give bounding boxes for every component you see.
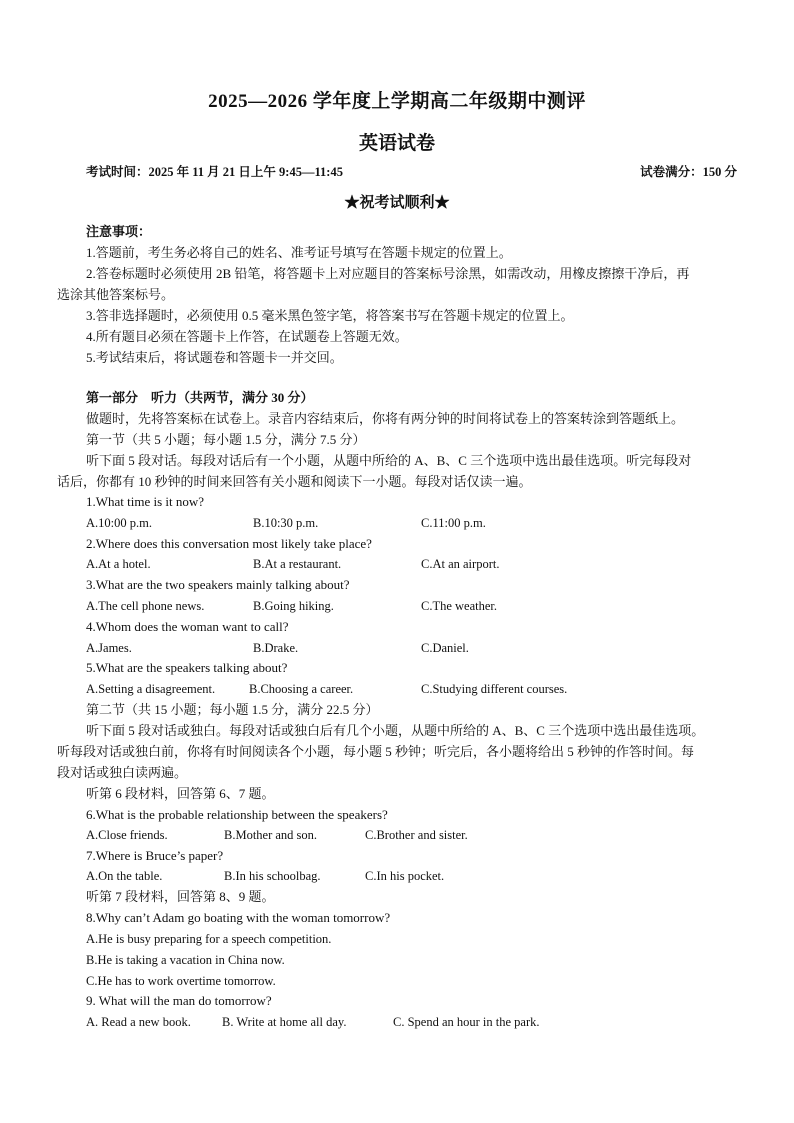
q5-option-b: B.Choosing a career. xyxy=(249,682,354,696)
question-4: 4.Whom does the woman want to call? xyxy=(86,619,289,634)
note-5: 5.考试结束后，将试题卷和答题卡一并交回。 xyxy=(86,350,343,365)
q7-option-b: B.In his schoolbag. xyxy=(224,869,321,883)
notes-heading: 注意事项： xyxy=(86,224,152,239)
q2-option-a: A.At a hotel. xyxy=(86,557,151,571)
q4-option-c: C.Daniel. xyxy=(421,641,469,655)
note-2-line-1: 2.答卷标题时必须使用 2B 铅笔，将答题卡上对应题目的答案标号涂黑，如需改动，用橡皮擦擦干净后，再 xyxy=(86,266,690,281)
material-7-note: 听第 7 段材料，回答第 8、9 题。 xyxy=(86,889,275,904)
part1-heading: 第一部分 听力（共两节，满分 30 分） xyxy=(86,390,314,405)
q2-option-c: C.At an airport. xyxy=(421,557,500,571)
question-5: 5.What are the speakers talking about? xyxy=(86,660,288,675)
question-9: 9. What will the man do tomorrow? xyxy=(86,993,272,1008)
q4-option-b: B.Drake. xyxy=(253,641,299,655)
q6-option-a: A.Close friends. xyxy=(86,828,168,842)
material-6-note: 听第 6 段材料，回答第 6、7 题。 xyxy=(86,786,275,801)
q3-option-c: C.The weather. xyxy=(421,599,498,613)
note-2-line-2: 选涂其他答案标号。 xyxy=(57,287,175,302)
question-6: 6.What is the probable relationship between the speakers? xyxy=(86,807,388,822)
q8-option-a: A.He is busy preparing for a speech competition. xyxy=(86,932,332,946)
note-1: 1.答题前，考生务必将自己的姓名、准考证号填写在答题卡规定的位置上。 xyxy=(86,245,512,260)
section2-instructions-2: 听每段对话或独白前，你将有时间阅读各个小题，每小题 5 秒钟；听完后，各小题将给出 5 秒钟的作答时间。每 xyxy=(57,744,695,759)
section2-instructions-3: 段对话或独白读两遍。 xyxy=(57,765,188,780)
q1-option-b: B.10:30 p.m. xyxy=(253,516,319,530)
q6-option-b: B.Mother and son. xyxy=(224,828,318,842)
q5-option-a: A.Setting a disagreement. xyxy=(86,682,216,696)
q4-option-a: A.James. xyxy=(86,641,132,655)
q1-option-c: C.11:00 p.m. xyxy=(421,516,486,530)
exam-title: 2025—2026 学年度上学期高二年级期中测评 xyxy=(208,91,586,112)
question-1: 1.What time is it now? xyxy=(86,494,205,509)
q6-option-c: C.Brother and sister. xyxy=(365,828,468,842)
q5-option-c: C.Studying different courses. xyxy=(421,682,568,696)
q3-option-a: A.The cell phone news. xyxy=(86,599,205,613)
q2-option-b: B.At a restaurant. xyxy=(253,557,342,571)
exam-time: 考试时间：2025 年 11 月 21 日上午 9:45—11:45 xyxy=(86,165,343,179)
note-4: 4.所有题目必须在答题卡上作答，在试题卷上答题无效。 xyxy=(86,329,408,344)
full-score: 试卷满分：150 分 xyxy=(640,165,737,179)
section2-heading: 第二节（共 15 小题；每小题 1.5 分，满分 22.5 分） xyxy=(86,702,379,717)
q9-option-a: A. Read a new book. xyxy=(86,1015,191,1029)
section1-heading: 第一节（共 5 小题；每小题 1.5 分，满分 7.5 分） xyxy=(86,432,366,447)
question-2: 2.Where does this conversation most likely take place? xyxy=(86,536,372,551)
q9-option-b: B. Write at home all day. xyxy=(222,1015,347,1029)
blessing: ★祝考试顺利★ xyxy=(344,195,450,211)
q8-option-c: C.He has to work overtime tomorrow. xyxy=(86,974,276,988)
question-7: 7.Where is Bruce’s paper? xyxy=(86,848,224,863)
q7-option-a: A.On the table. xyxy=(86,869,163,883)
question-8: 8.Why can’t Adam go boating with the woman tomorrow? xyxy=(86,910,391,925)
section1-instructions-2: 话后，你都有 10 秒钟的时间来回答有关小题和阅读下一小题。每段对话仅读一遍。 xyxy=(57,474,532,489)
note-3: 3.答非选择题时，必须使用 0.5 毫米黑色签字笔，将答案书写在答题卡规定的位置上。 xyxy=(86,308,574,323)
q8-option-b: B.He is taking a vacation in China now. xyxy=(86,953,285,967)
section1-instructions-1: 听下面 5 段对话。每段对话后有一个小题，从题中所给的 A、B、C 三个选项中选出最佳选项。听完每段对 xyxy=(86,453,692,468)
exam-subtitle: 英语试卷 xyxy=(358,133,435,154)
q7-option-c: C.In his pocket. xyxy=(365,869,445,883)
q1-option-a: A.10:00 p.m. xyxy=(86,516,152,530)
part1-intro: 做题时，先将答案标在试卷上。录音内容结束后，你将有两分钟的时间将试卷上的答案转涂到答题纸上。 xyxy=(86,411,685,426)
q3-option-b: B.Going hiking. xyxy=(253,599,334,613)
q9-option-c: C. Spend an hour in the park. xyxy=(393,1015,540,1029)
section2-instructions-1: 听下面 5 段对话或独白。每段对话或独白后有几个小题，从题中所给的 A、B、C 三个选项中选出最佳选项。 xyxy=(86,723,705,738)
question-3: 3.What are the two speakers mainly talking about? xyxy=(86,577,350,592)
